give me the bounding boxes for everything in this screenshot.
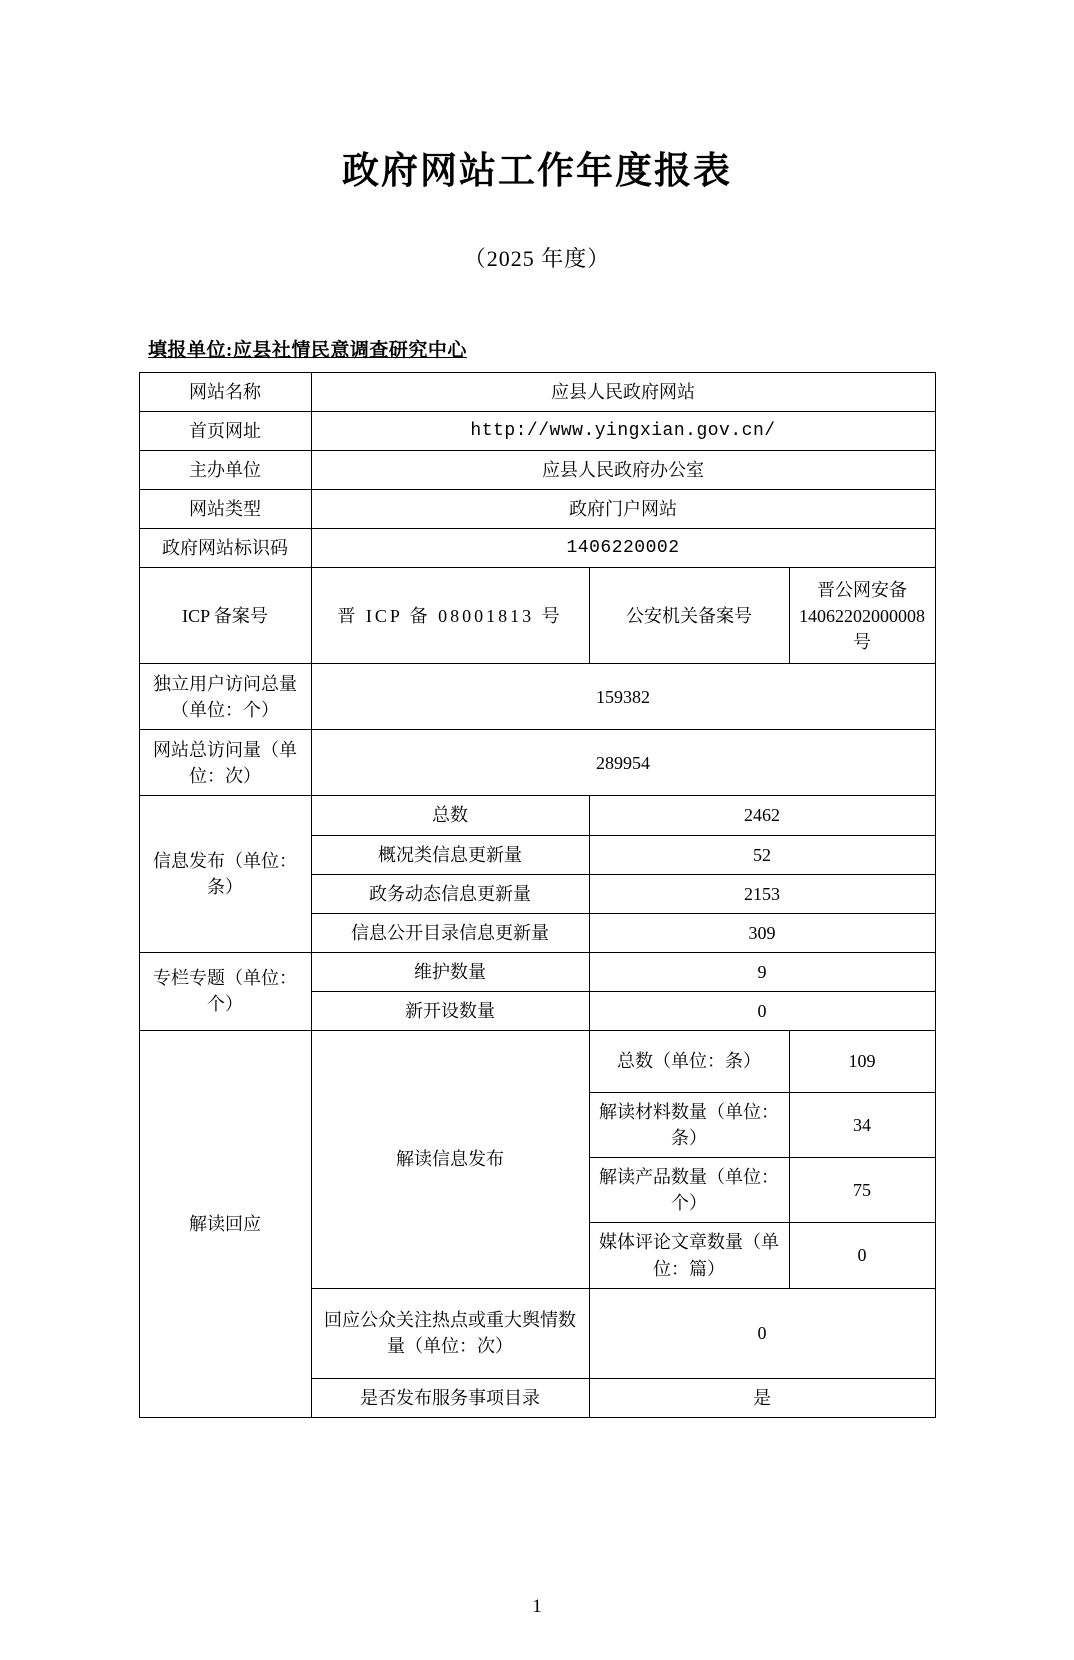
info-publish-row-name: 概况类信息更新量: [311, 835, 589, 874]
police-record-value: 晋公网安备 14062202000008 号: [789, 568, 935, 664]
total-visits-label: 网站总访问量（单位：次）: [139, 730, 311, 796]
site-code-label: 政府网站标识码: [139, 529, 311, 568]
site-name-value: 应县人民政府网站: [311, 373, 935, 412]
site-code-value: 1406220002: [311, 529, 935, 568]
total-visits-value: 289954: [311, 730, 935, 796]
unique-visitors-value: 159382: [311, 664, 935, 730]
interpret-row-name: 解读产品数量（单位：个）: [589, 1158, 789, 1223]
icp-label: ICP 备案号: [139, 568, 311, 664]
report-unit: 填报单位:应县社情民意调查研究中心: [148, 340, 467, 361]
sponsor-label: 主办单位: [139, 451, 311, 490]
interpret-row-value: 34: [789, 1093, 935, 1158]
site-name-label: 网站名称: [139, 373, 311, 412]
icp-value: 晋 ICP 备 08001813 号: [311, 568, 589, 664]
annual-report-table: [139, 372, 936, 1418]
table-row: [139, 529, 935, 568]
interpret-row-value: 0: [789, 1223, 935, 1288]
sponsor-value: 应县人民政府办公室: [311, 451, 935, 490]
column-topic-row-name: 维护数量: [311, 952, 589, 991]
interpret-row-name: 媒体评论文章数量（单位：篇）: [589, 1223, 789, 1288]
document-page: [0, 140, 1074, 1660]
unique-visitors-label: 独立用户访问总量（单位：个）: [139, 664, 311, 730]
info-publish-row-value: 52: [589, 835, 935, 874]
info-publish-row-name: 政务动态信息更新量: [311, 874, 589, 913]
info-publish-label: 信息发布（单位：条）: [139, 796, 311, 952]
info-publish-row-name: 总数: [311, 796, 589, 835]
table-row: [139, 490, 935, 529]
column-topic-row-value: 9: [589, 952, 935, 991]
info-publish-row-value: 2153: [589, 874, 935, 913]
interpret-row-name: 解读材料数量（单位：条）: [589, 1093, 789, 1158]
table-row: [139, 730, 935, 796]
interpret-response-label: 解读回应: [139, 1031, 311, 1418]
service-catalog-value: 是: [589, 1378, 935, 1417]
page-title: 政府网站工作年度报表: [342, 149, 732, 192]
interpret-row-name: 总数（单位：条）: [589, 1031, 789, 1093]
info-publish-row-name: 信息公开目录信息更新量: [311, 913, 589, 952]
table-row: [139, 664, 935, 730]
table-row: [139, 952, 935, 991]
info-publish-row-value: 2462: [589, 796, 935, 835]
column-topic-row-value: 0: [589, 991, 935, 1030]
table-row: [139, 451, 935, 490]
table-row: [139, 373, 935, 412]
info-publish-row-value: 309: [589, 913, 935, 952]
table-row: [139, 568, 935, 664]
police-record-label: 公安机关备案号: [589, 568, 789, 664]
interpret-row-value: 75: [789, 1158, 935, 1223]
table-row: [139, 1031, 935, 1093]
interpret-row-value: 109: [789, 1031, 935, 1093]
site-type-label: 网站类型: [139, 490, 311, 529]
site-type-value: 政府门户网站: [311, 490, 935, 529]
hotspot-response-value: 0: [589, 1288, 935, 1378]
hotspot-response-label: 回应公众关注热点或重大舆情数量（单位：次）: [311, 1288, 589, 1378]
homepage-label: 首页网址: [139, 412, 311, 451]
column-topic-row-name: 新开设数量: [311, 991, 589, 1030]
table-row: [139, 412, 935, 451]
table-row: [139, 796, 935, 835]
service-catalog-label: 是否发布服务事项目录: [311, 1378, 589, 1417]
column-topic-label: 专栏专题（单位：个）: [139, 952, 311, 1030]
homepage-value: http://www.yingxian.gov.cn/: [311, 412, 935, 451]
page-number: 1: [532, 1596, 542, 1617]
page-subtitle: （2025 年度）: [463, 246, 611, 271]
interpret-publish-label: 解读信息发布: [311, 1031, 589, 1289]
